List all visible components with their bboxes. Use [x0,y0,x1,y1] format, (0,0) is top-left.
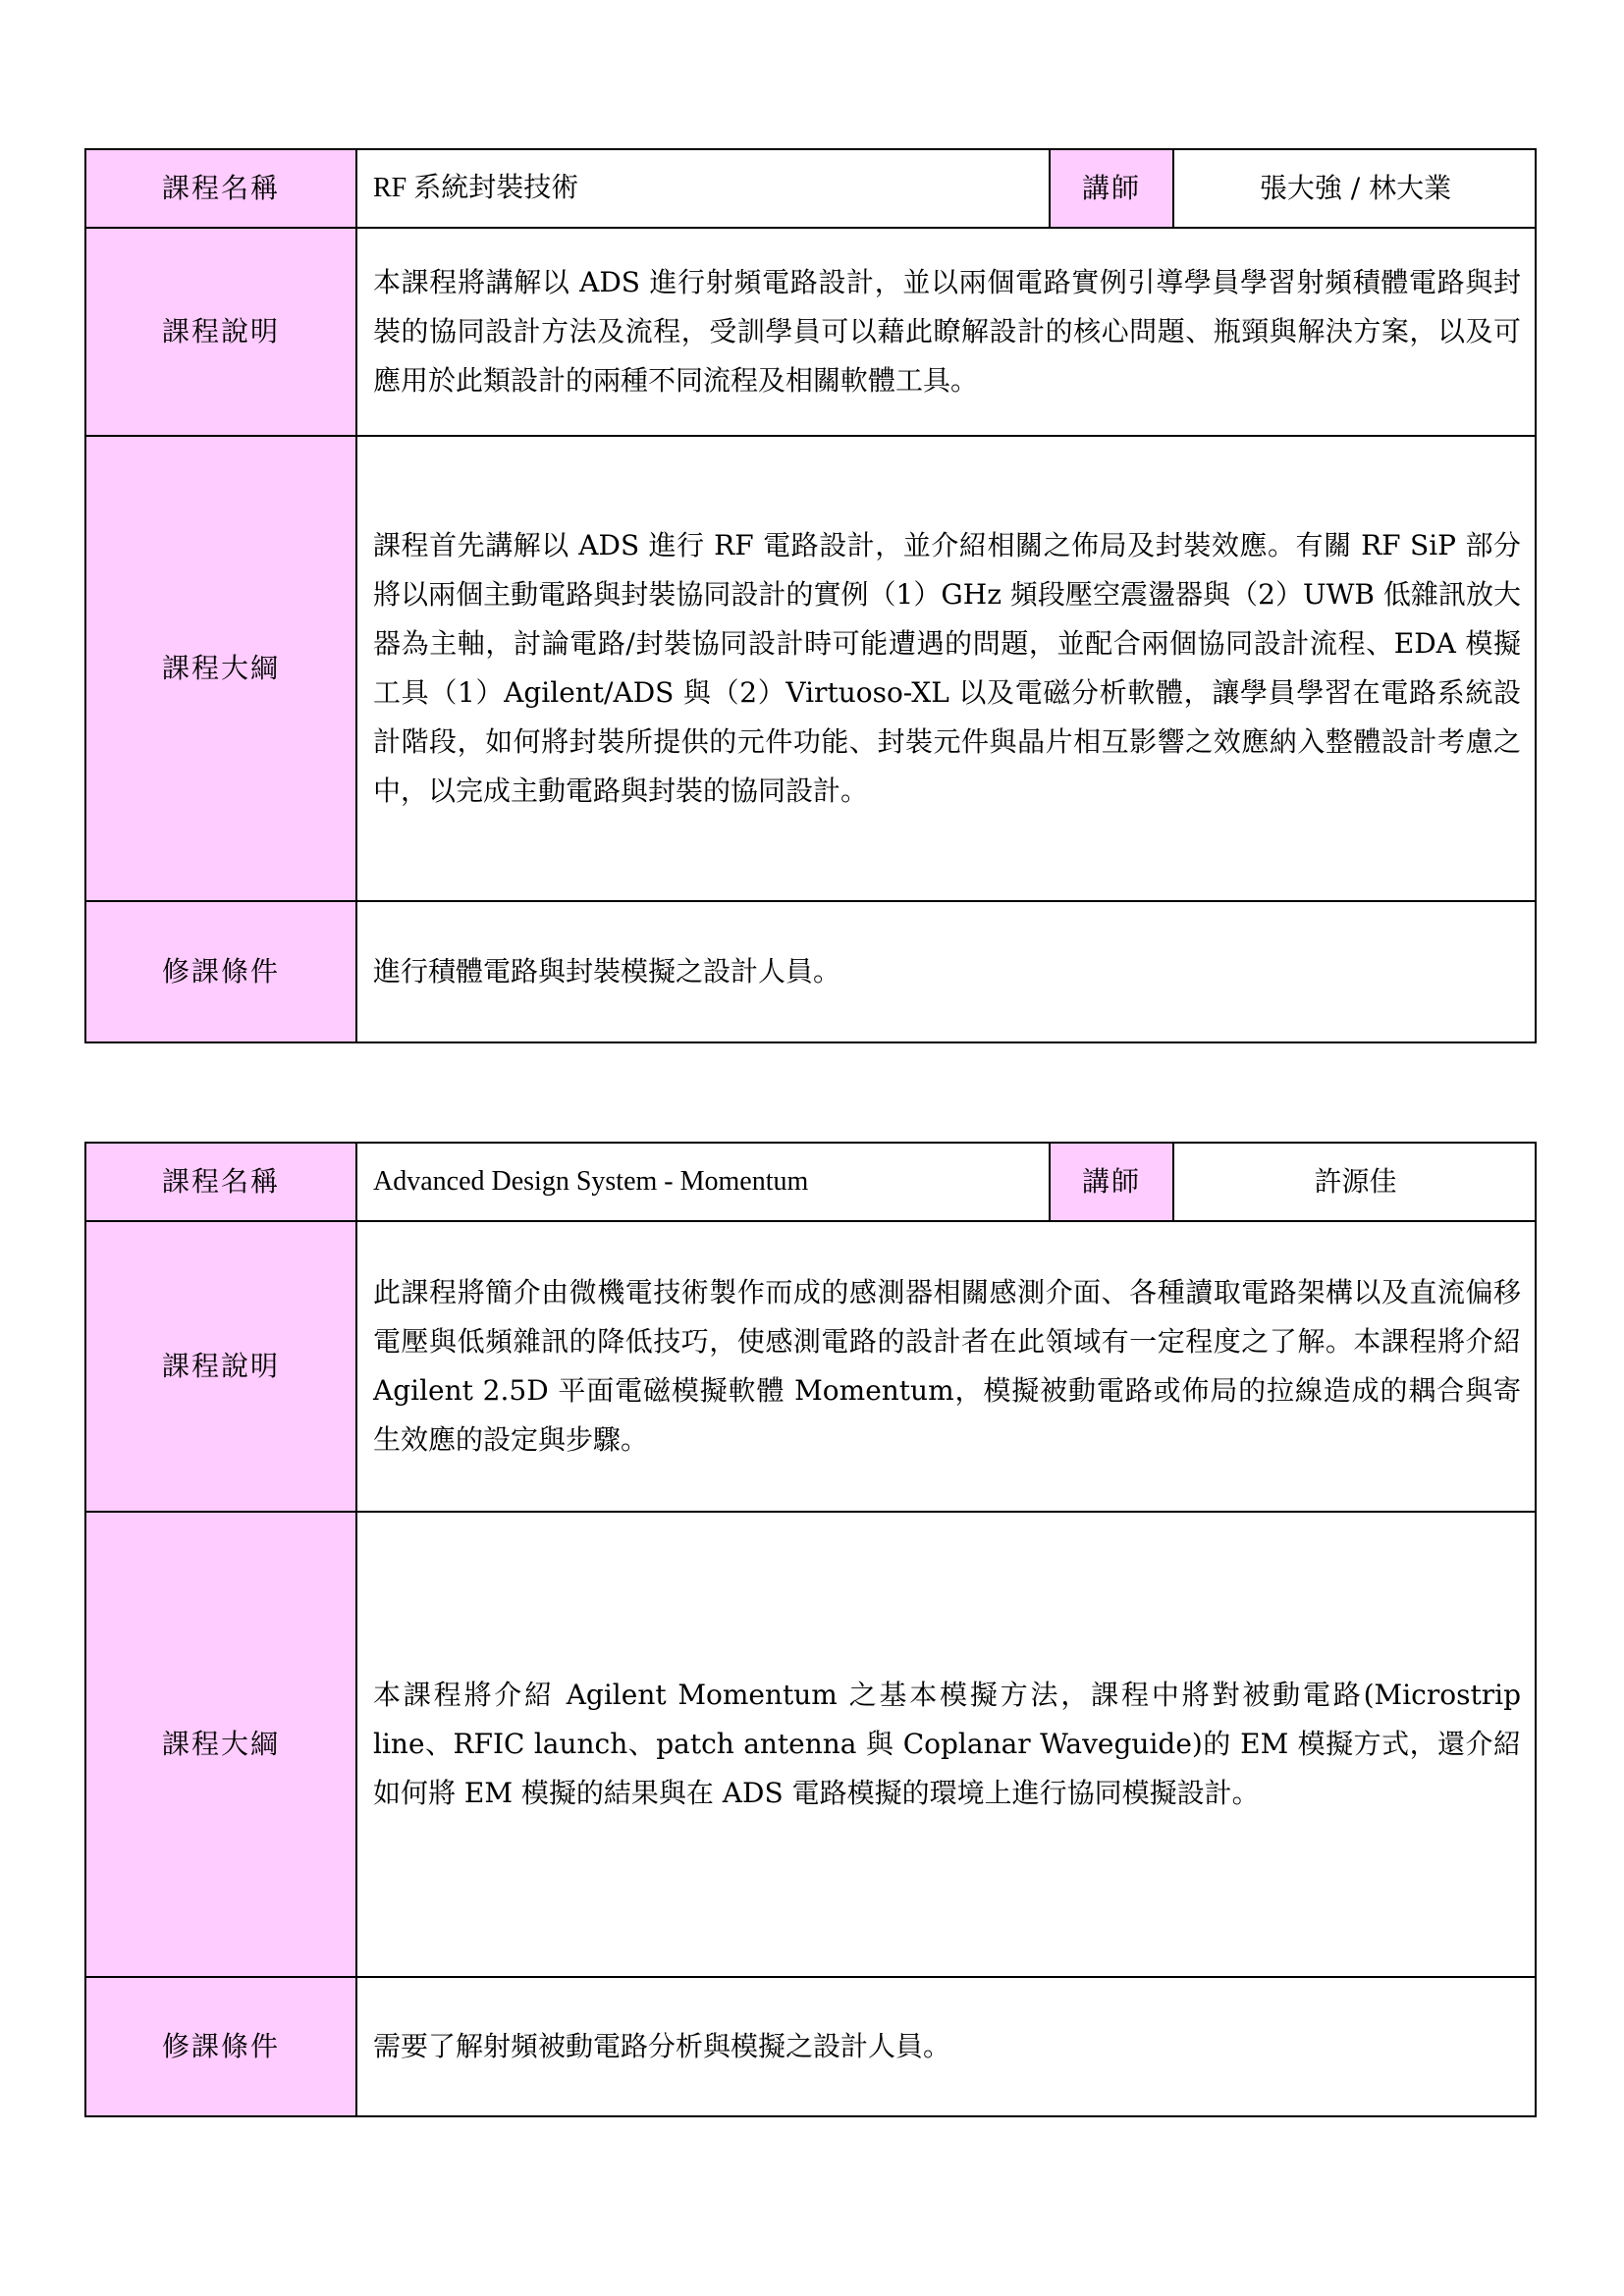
instructor-value: 張大強 / 林大業 [1173,149,1536,228]
course-outline-cell [356,1512,1536,1977]
course-name-label: 課程名稱 [85,1143,356,1221]
course-prerequisite-text: 需要了解射頻被動電路分析與模擬之設計人員。 [373,2030,951,2062]
instructor-value: 許源佳 [1173,1143,1536,1221]
course-name-value: Advanced Design System - Momentum [356,1143,1050,1221]
course-outline-row [85,1512,1536,1977]
course-prerequisite-row [85,1977,1536,2116]
course-outline-text: 本課程將介紹 Agilent Momentum 之基本模擬方法，課程中將對被動電路(Microstrip line、RFIC launch、patch antenna 與 Coplanar Waveguide)的 EM 模擬方式，還介紹如何將 EM 模擬的結果與在 ADS 電路模擬的環境上進行協同模擬設計。 [373,1679,1521,1809]
instructor-label: 講師 [1050,1143,1173,1221]
course-description-label: 課程說明 [85,1221,356,1512]
course-outline-label: 課程大綱 [85,1512,356,1977]
course-prerequisite-cell [356,901,1536,1042]
course-name-value: RF 系統封裝技術 [356,149,1050,228]
course-description-text: 此課程將簡介由微機電技術製作而成的感測器相關感測介面、各種讀取電路架構以及直流偏移電壓與低頻雜訊的降低技巧，使感測電路的設計者在此領域有一定程度之了解。本課程將介紹 Agilent 2.5D 平面電磁模擬軟體 Momentum，模擬被動電路或佈局的拉線造成的耦合與寄生效應的設定與步驟。 [373,1276,1521,1456]
course-description-cell [356,228,1536,436]
course-prerequisite-label: 修課條件 [85,901,356,1042]
course-name-label: 課程名稱 [85,149,356,228]
course-prerequisite-row [85,901,1536,1042]
course-outline-label: 課程大綱 [85,436,356,901]
course-description-row [85,1221,1536,1512]
course-description-text: 本課程將講解以 ADS 進行射頻電路設計，並以兩個電路實例引導學員學習射頻積體電路與封裝的協同設計方法及流程，受訓學員可以藉此瞭解設計的核心問題、瓶頸與解決方案，以及可應用於此類設計的兩種不同流程及相關軟體工具。 [373,266,1521,397]
course-outline-cell [356,436,1536,901]
course-outline-text: 課程首先講解以 ADS 進行 RF 電路設計，並介紹相關之佈局及封裝效應。有關 RF SiP 部分將以兩個主動電路與封裝協同設計的實例（1）GHz 頻段壓空震盪器與（2）UWB 低雜訊放大器為主軸，討論電路/封裝協同設計時可能遭遇的問題，並配合兩個協同設計流程、EDA 模擬工具（1）Agilent/ADS 與（2）Virtuoso-XL 以及電磁分析軟體，讓學員學習在電路系統設計階段，如何將封裝所提供的元件功能、封裝元件與晶片相互影響之效應納入整體設計考慮之中，以完成主動電路與封裝的協同設計。 [373,529,1521,807]
course-name-row [85,1143,1536,1221]
course-description-cell [356,1221,1536,1512]
course-outline-row [85,436,1536,901]
instructor-label: 講師 [1050,149,1173,228]
course-prerequisite-cell [356,1977,1536,2116]
course-description-label: 課程說明 [85,228,356,436]
course-name-row [85,149,1536,228]
course-prerequisite-label: 修課條件 [85,1977,356,2116]
course-description-row [85,228,1536,436]
course-prerequisite-text: 進行積體電路與封裝模擬之設計人員。 [373,955,841,988]
course-table-1 [84,148,1537,1043]
course-table-2 [84,1142,1537,2117]
